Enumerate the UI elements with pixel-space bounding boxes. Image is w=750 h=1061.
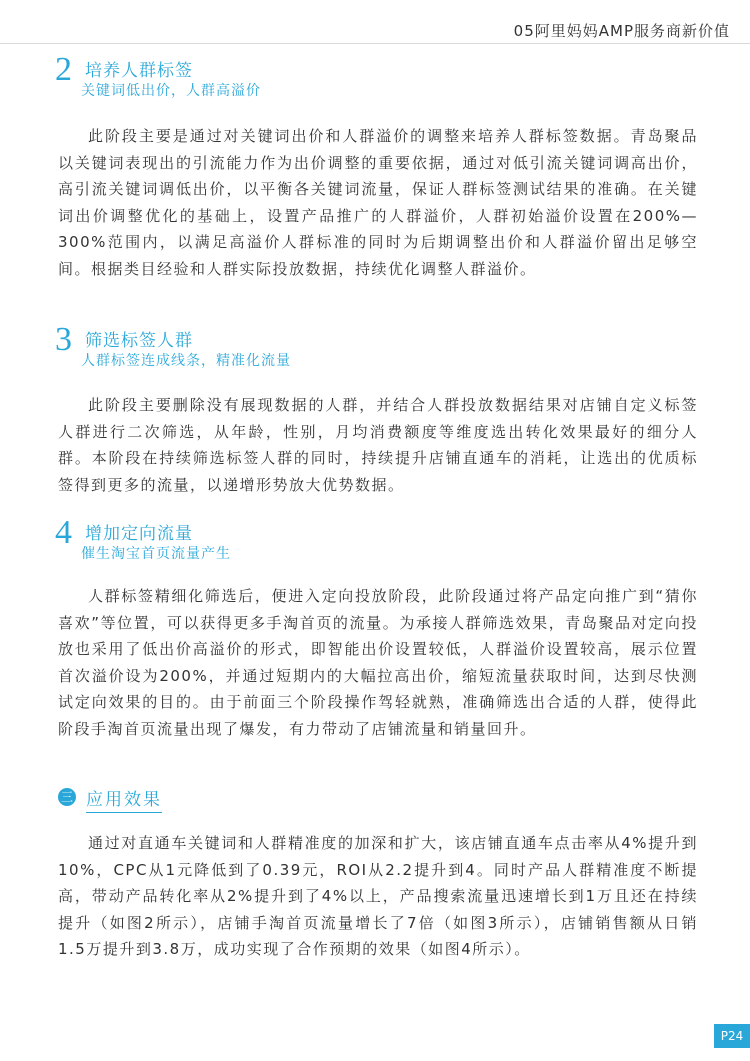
document-header-title: 05阿里妈妈AMP服务商新价值 [513, 22, 730, 40]
effect-paragraph: 通过对直通车关键词和人群精准度的加深和扩大，该店铺直通车点击率从4%提升到10%，CPC从1元降低到了0.39元，ROI从2.2提升到4。同时产品人群精准度不断提高，带动产品转化率从2%提升到了4%以上，产品搜索流量迅速增长到1万且还在持续提升（如图2所示），店铺手淘首页流量增长了7倍（如图3所示），店铺销售额从日销1.5万提升到3.8万，成功实现了合作预期的效果（如图4所示）。 [58, 834, 698, 958]
section-subtitle: 关键词低出价，人群高溢价 [81, 83, 261, 99]
section-3-paragraph: 此阶段主要删除没有展现数据的人群，并结合人群投放数据结果对店铺自定义标签人群进行二次筛选，从年龄，性别，月均消费额度等维度选出转化效果最好的细分人群。本阶段在持续筛选标签人群的同时，持续提升店铺直通车的消耗，让选出的优质标签得到更多的流量，以递增形势放大优势数据。 [58, 396, 698, 494]
section-number: 2 [55, 51, 72, 88]
page-number: P24 [714, 1024, 750, 1048]
effect-title: 应用效果 [86, 785, 162, 813]
section-3-heading [55, 322, 695, 372]
section-2-paragraph: 此阶段主要是通过对关键词出价和人群溢价的调整来培养人群标签数据。青岛聚品以关键词表现出的引流能力作为出价调整的重要依据，通过对低引流关键词调高出价，高引流关键词调低出价，以平衡各关键词流量，保证人群标签测试结果的准确。在关键词出价调整优化的基础上，设置产品推广的人群溢价，人群初始溢价设置在200%—300%范围内，以满足高溢价人群标准的同时为后期调整出价和人群溢价留出足够空间。根据类目经验和人群实际投放数据，持续优化调整人群溢价。 [58, 127, 698, 278]
section-4-paragraph: 人群标签精细化筛选后，便进入定向投放阶段，此阶段通过将产品定向推广到“猜你喜欢”等位置，可以获得更多手淘首页的流量。为承接人群筛选效果，青岛聚品对定向投放也采用了低出价高溢价的形式，即智能出价设置较低，人群溢价设置较高，展示位置首次溢价设为200%，并通过短期内的大幅拉高出价，缩短流量获取时间，达到尽快测试定向效果的目的。由于前面三个阶段操作驾轻就熟，准确筛选出合适的人群，使得此阶段手淘首页流量出现了爆发，有力带动了店铺流量和销量回升。 [58, 587, 698, 738]
section-2-heading [55, 52, 695, 102]
effect-number-badge: 三 [58, 788, 76, 806]
section-number: 4 [55, 514, 72, 551]
section-4-heading [55, 515, 695, 565]
section-title: 增加定向流量 [85, 524, 193, 544]
section-title: 培养人群标签 [85, 61, 193, 81]
section-subtitle: 人群标签连成线条，精准化流量 [81, 353, 291, 369]
header-divider [0, 43, 750, 44]
section-number: 3 [55, 321, 72, 358]
section-subtitle: 催生淘宝首页流量产生 [81, 546, 231, 562]
section-title: 筛选标签人群 [85, 331, 193, 351]
